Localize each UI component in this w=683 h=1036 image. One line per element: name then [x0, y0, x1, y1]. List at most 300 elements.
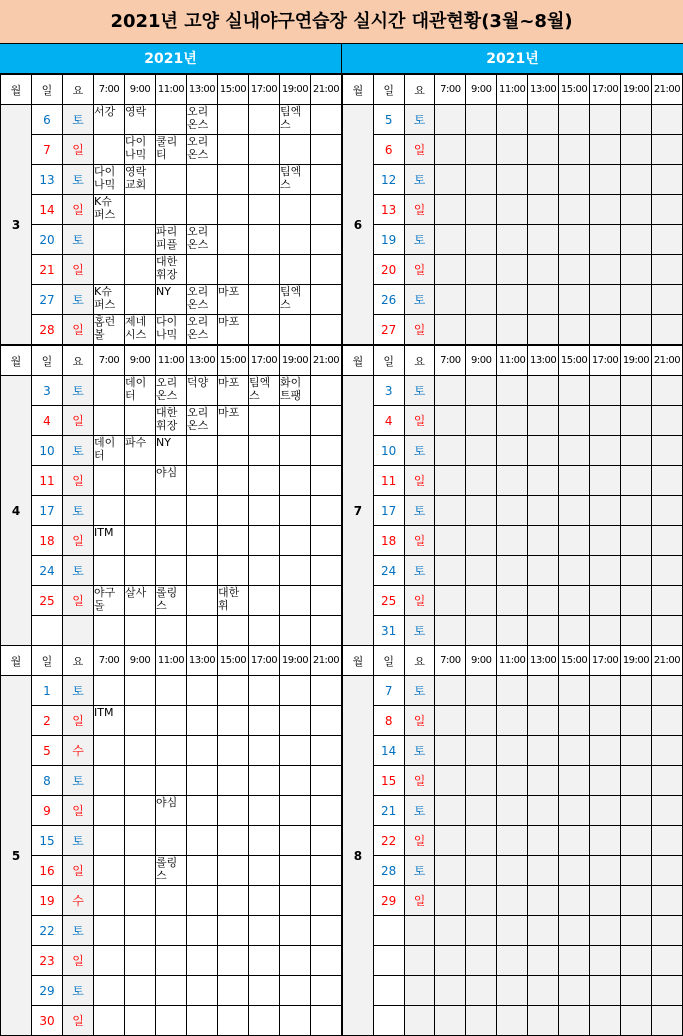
booking-cell: [435, 796, 466, 826]
booking-cell: [249, 826, 280, 856]
booking-text: 마포: [218, 406, 240, 419]
booking-cell: [528, 676, 559, 706]
day-cell: [373, 976, 404, 1006]
booking-cell: [249, 976, 280, 1006]
header-row: [1, 646, 342, 676]
booking-cell: [435, 436, 466, 466]
day-cell: 5: [32, 736, 63, 766]
booking-cell: [218, 976, 249, 1006]
table-row: [1, 616, 342, 646]
booking-cell: [590, 796, 621, 826]
booking-text: 살사: [125, 586, 147, 599]
header-row: [343, 75, 683, 105]
header-time: 17:00: [590, 646, 621, 676]
booking-cell: [590, 135, 621, 165]
weekday-cell: 토: [63, 976, 94, 1006]
booking-cell: [435, 706, 466, 736]
booking-text: 마포: [218, 285, 240, 298]
booking-text: NY: [156, 436, 171, 449]
weekday-cell: 토: [404, 736, 435, 766]
header-time: 15:00: [218, 646, 249, 676]
header-time: 21:00: [311, 646, 342, 676]
booking-cell: [311, 195, 342, 225]
booking-cell: [435, 826, 466, 856]
booking-cell: [311, 766, 342, 796]
booking-cell: [156, 916, 187, 946]
booking-cell: [94, 616, 125, 646]
booking-cell: [651, 165, 682, 195]
booking-cell: [218, 616, 249, 646]
booking-cell: [249, 616, 280, 646]
header-time: 19:00: [621, 75, 652, 105]
table-row: [1, 255, 342, 285]
day-cell: 8: [32, 766, 63, 796]
weekday-cell: 일: [63, 706, 94, 736]
booking-cell: [435, 225, 466, 255]
booking-cell: [187, 766, 218, 796]
booking-text: 영락교회: [125, 165, 147, 191]
booking-cell: [125, 886, 156, 916]
table-row: [343, 255, 683, 285]
header-time: 15:00: [559, 646, 590, 676]
table-row: [343, 676, 683, 706]
month-label: 8: [343, 676, 374, 1036]
booking-cell: [249, 255, 280, 285]
booking-cell: [466, 556, 497, 586]
weekday-cell: 토: [63, 165, 94, 195]
booking-cell: [435, 285, 466, 315]
weekday-cell: 수: [63, 736, 94, 766]
table-row: [1, 1006, 342, 1036]
booking-cell: [559, 195, 590, 225]
booking-cell: [218, 676, 249, 706]
booking-cell: [559, 586, 590, 616]
booking-cell: [528, 586, 559, 616]
weekday-cell: 토: [63, 376, 94, 406]
day-cell: 27: [32, 285, 63, 315]
day-cell: 17: [32, 496, 63, 526]
booking-text: 대한휘장: [156, 406, 178, 432]
day-cell: 20: [373, 255, 404, 285]
header-time: 7:00: [94, 646, 125, 676]
booking-cell: [559, 916, 590, 946]
booking-cell: [497, 436, 528, 466]
booking-cell: [466, 225, 497, 255]
month-label: 6: [343, 105, 374, 345]
weekday-cell: 일: [63, 586, 94, 616]
booking-cell: [156, 105, 187, 135]
booking-cell: [528, 135, 559, 165]
booking-cell: [187, 796, 218, 826]
booking-cell: [156, 315, 187, 345]
booking-cell: [125, 916, 156, 946]
booking-text: 야심: [156, 466, 178, 479]
booking-cell: [280, 826, 311, 856]
table-row: [1, 586, 342, 616]
booking-cell: [590, 766, 621, 796]
header-time: 11:00: [156, 646, 187, 676]
booking-cell: [125, 556, 156, 586]
booking-cell: [156, 255, 187, 285]
booking-text: K슈퍼스: [94, 195, 116, 221]
booking-cell: [125, 976, 156, 1006]
table-row: [1, 165, 342, 195]
booking-cell: [249, 706, 280, 736]
weekday-cell: 일: [63, 315, 94, 345]
header-time: 19:00: [280, 646, 311, 676]
booking-cell: [528, 556, 559, 586]
weekday-cell: 토: [63, 285, 94, 315]
booking-text: 데이터: [94, 436, 116, 462]
booking-cell: [590, 586, 621, 616]
booking-cell: [311, 165, 342, 195]
weekday-cell: 토: [404, 496, 435, 526]
booking-cell: [528, 406, 559, 436]
booking-cell: [94, 916, 125, 946]
booking-cell: [559, 165, 590, 195]
booking-cell: [435, 886, 466, 916]
booking-cell: [94, 195, 125, 225]
table-row: [343, 766, 683, 796]
header-time: 11:00: [497, 75, 528, 105]
booking-cell: [156, 376, 187, 406]
booking-cell: [218, 195, 249, 225]
header-time: 13:00: [528, 346, 559, 376]
weekday-cell: [404, 946, 435, 976]
day-cell: 29: [32, 976, 63, 1006]
booking-cell: [590, 826, 621, 856]
table-row: [1, 285, 342, 315]
booking-cell: [435, 736, 466, 766]
booking-cell: [311, 285, 342, 315]
header-time: 9:00: [466, 346, 497, 376]
booking-cell: [621, 796, 652, 826]
day-cell: 22: [32, 916, 63, 946]
booking-cell: [280, 285, 311, 315]
table-row: [1, 195, 342, 225]
day-cell: 2: [32, 706, 63, 736]
weekday-cell: 일: [404, 826, 435, 856]
booking-cell: [466, 946, 497, 976]
weekday-cell: 토: [63, 766, 94, 796]
booking-cell: [125, 496, 156, 526]
weekday-cell: 일: [63, 255, 94, 285]
booking-cell: [497, 105, 528, 135]
booking-text: 야구돌: [94, 586, 116, 612]
weekday-cell: 일: [63, 406, 94, 436]
booking-cell: [125, 706, 156, 736]
table-row: [1, 225, 342, 255]
day-cell: 17: [373, 496, 404, 526]
booking-cell: [528, 195, 559, 225]
header-time: 11:00: [497, 346, 528, 376]
booking-cell: [466, 526, 497, 556]
booking-cell: [218, 255, 249, 285]
booking-cell: [187, 676, 218, 706]
booking-cell: [466, 406, 497, 436]
month-label: 3: [1, 105, 32, 345]
booking-cell: [621, 315, 652, 345]
booking-cell: [156, 946, 187, 976]
booking-cell: [311, 556, 342, 586]
table-row: [1, 676, 342, 706]
booking-text: 롤링스: [156, 856, 178, 882]
booking-cell: [311, 946, 342, 976]
header-day: 일: [32, 646, 63, 676]
header-time: 15:00: [559, 346, 590, 376]
booking-cell: [249, 195, 280, 225]
booking-cell: [94, 406, 125, 436]
booking-cell: [621, 165, 652, 195]
booking-cell: [187, 706, 218, 736]
booking-cell: [466, 315, 497, 345]
day-cell: 14: [373, 736, 404, 766]
booking-cell: [590, 165, 621, 195]
booking-cell: [280, 526, 311, 556]
day-cell: 4: [32, 406, 63, 436]
header-month: 월: [1, 75, 32, 105]
header-time: 9:00: [466, 75, 497, 105]
booking-cell: [590, 466, 621, 496]
booking-text: 대한휘: [218, 586, 240, 612]
day-cell: 24: [373, 556, 404, 586]
booking-cell: [218, 1006, 249, 1036]
booking-text: ITM: [94, 706, 114, 719]
booking-cell: [497, 976, 528, 1006]
booking-cell: [559, 856, 590, 886]
table-row: [343, 736, 683, 766]
booking-cell: [249, 376, 280, 406]
booking-cell: [218, 946, 249, 976]
booking-cell: [528, 466, 559, 496]
weekday-cell: [404, 916, 435, 946]
booking-cell: [651, 105, 682, 135]
booking-cell: [156, 466, 187, 496]
booking-cell: [466, 165, 497, 195]
booking-cell: [528, 706, 559, 736]
booking-cell: [466, 436, 497, 466]
booking-cell: [497, 616, 528, 646]
booking-cell: [187, 315, 218, 345]
booking-cell: [466, 135, 497, 165]
booking-cell: [156, 586, 187, 616]
booking-cell: [156, 135, 187, 165]
booking-cell: [125, 766, 156, 796]
table-row: [343, 586, 683, 616]
booking-cell: [94, 225, 125, 255]
day-cell: 7: [373, 676, 404, 706]
booking-cell: [187, 946, 218, 976]
booking-cell: [249, 676, 280, 706]
booking-cell: [466, 285, 497, 315]
booking-cell: [466, 376, 497, 406]
booking-cell: [497, 886, 528, 916]
booking-cell: [156, 285, 187, 315]
day-cell: 6: [32, 105, 63, 135]
booking-cell: [651, 315, 682, 345]
booking-cell: [651, 736, 682, 766]
booking-cell: [621, 616, 652, 646]
booking-cell: [187, 526, 218, 556]
header-time: 21:00: [651, 646, 682, 676]
table-row: [1, 556, 342, 586]
booking-cell: [497, 706, 528, 736]
booking-cell: [528, 946, 559, 976]
booking-cell: [311, 1006, 342, 1036]
header-time: 21:00: [311, 346, 342, 376]
booking-cell: [621, 105, 652, 135]
booking-cell: [156, 406, 187, 436]
booking-text: 마포: [218, 315, 240, 328]
booking-cell: [218, 285, 249, 315]
day-cell: 3: [373, 376, 404, 406]
booking-cell: [435, 496, 466, 526]
booking-cell: [280, 766, 311, 796]
booking-text: 오리온스: [187, 406, 209, 432]
booking-cell: [621, 285, 652, 315]
booking-cell: [651, 586, 682, 616]
booking-cell: [590, 706, 621, 736]
table-row: [1, 135, 342, 165]
booking-cell: [249, 526, 280, 556]
booking-cell: [559, 225, 590, 255]
booking-cell: [156, 526, 187, 556]
booking-text: 다이나믹: [156, 315, 178, 341]
page-title: 2021년 고양 실내야구연습장 실시간 대관현황(3월~8월): [0, 0, 683, 44]
booking-cell: [651, 496, 682, 526]
day-cell: 22: [373, 826, 404, 856]
booking-cell: [590, 886, 621, 916]
table-row: [1, 105, 342, 135]
booking-cell: [435, 165, 466, 195]
day-cell: 16: [32, 856, 63, 886]
day-cell: [373, 946, 404, 976]
table-row: [1, 736, 342, 766]
booking-cell: [187, 556, 218, 586]
booking-cell: [156, 496, 187, 526]
table-row: [343, 406, 683, 436]
table-row: [343, 1006, 683, 1036]
header-time: 19:00: [280, 346, 311, 376]
booking-text: 파수: [125, 436, 147, 449]
booking-cell: [651, 556, 682, 586]
booking-cell: [559, 616, 590, 646]
booking-cell: [651, 946, 682, 976]
booking-cell: [311, 886, 342, 916]
weekday-cell: 토: [63, 676, 94, 706]
booking-cell: [187, 916, 218, 946]
booking-cell: [156, 826, 187, 856]
header-time: 17:00: [249, 646, 280, 676]
booking-cell: [280, 315, 311, 345]
booking-cell: [590, 225, 621, 255]
booking-cell: [466, 706, 497, 736]
year-header-right: 2021년: [342, 44, 683, 74]
booking-cell: [590, 916, 621, 946]
booking-cell: [280, 556, 311, 586]
booking-cell: [187, 1006, 218, 1036]
header-time: 17:00: [590, 346, 621, 376]
booking-text: ITM: [94, 526, 114, 539]
booking-cell: [249, 586, 280, 616]
booking-cell: [435, 315, 466, 345]
header-time: 15:00: [218, 346, 249, 376]
header-month: 월: [1, 346, 32, 376]
booking-cell: [187, 496, 218, 526]
header-day: 일: [373, 346, 404, 376]
booking-cell: [497, 736, 528, 766]
table-row: [1, 526, 342, 556]
booking-cell: [94, 676, 125, 706]
booking-cell: [621, 135, 652, 165]
booking-text: 영락: [125, 105, 147, 118]
booking-cell: [280, 105, 311, 135]
booking-cell: [311, 436, 342, 466]
booking-cell: [528, 976, 559, 1006]
day-cell: 9: [32, 796, 63, 826]
booking-text: K슈퍼스: [94, 285, 116, 311]
table-row: [343, 826, 683, 856]
booking-cell: [435, 195, 466, 225]
day-cell: 7: [32, 135, 63, 165]
weekday-cell: [63, 616, 94, 646]
table-row: [343, 616, 683, 646]
booking-cell: [651, 225, 682, 255]
booking-cell: [311, 826, 342, 856]
weekday-cell: 일: [404, 315, 435, 345]
header-time: 9:00: [125, 646, 156, 676]
day-cell: 13: [32, 165, 63, 195]
day-cell: 13: [373, 195, 404, 225]
header-weekday: 요: [404, 646, 435, 676]
booking-cell: [466, 886, 497, 916]
booking-cell: [435, 616, 466, 646]
weekday-cell: 일: [63, 1006, 94, 1036]
booking-cell: [249, 436, 280, 466]
table-row: [343, 526, 683, 556]
schedule-table-right-7: [342, 345, 683, 646]
day-cell: 18: [32, 526, 63, 556]
table-row: [1, 496, 342, 526]
booking-cell: [187, 105, 218, 135]
table-row: [343, 976, 683, 1006]
booking-cell: [187, 976, 218, 1006]
booking-cell: [125, 586, 156, 616]
booking-cell: [280, 135, 311, 165]
weekday-cell: 일: [404, 586, 435, 616]
booking-cell: [249, 916, 280, 946]
booking-cell: [311, 376, 342, 406]
booking-cell: [466, 255, 497, 285]
booking-cell: [311, 135, 342, 165]
day-cell: 8: [373, 706, 404, 736]
booking-cell: [249, 225, 280, 255]
booking-cell: [590, 195, 621, 225]
booking-cell: [528, 165, 559, 195]
weekday-cell: 토: [63, 436, 94, 466]
booking-cell: [311, 916, 342, 946]
booking-cell: [559, 315, 590, 345]
header-month: 월: [343, 346, 374, 376]
booking-cell: [94, 796, 125, 826]
booking-cell: [466, 796, 497, 826]
day-cell: 11: [32, 466, 63, 496]
day-cell: 3: [32, 376, 63, 406]
booking-cell: [528, 796, 559, 826]
booking-cell: [280, 706, 311, 736]
booking-cell: [621, 195, 652, 225]
schedule-table-right-8: [342, 645, 683, 1036]
